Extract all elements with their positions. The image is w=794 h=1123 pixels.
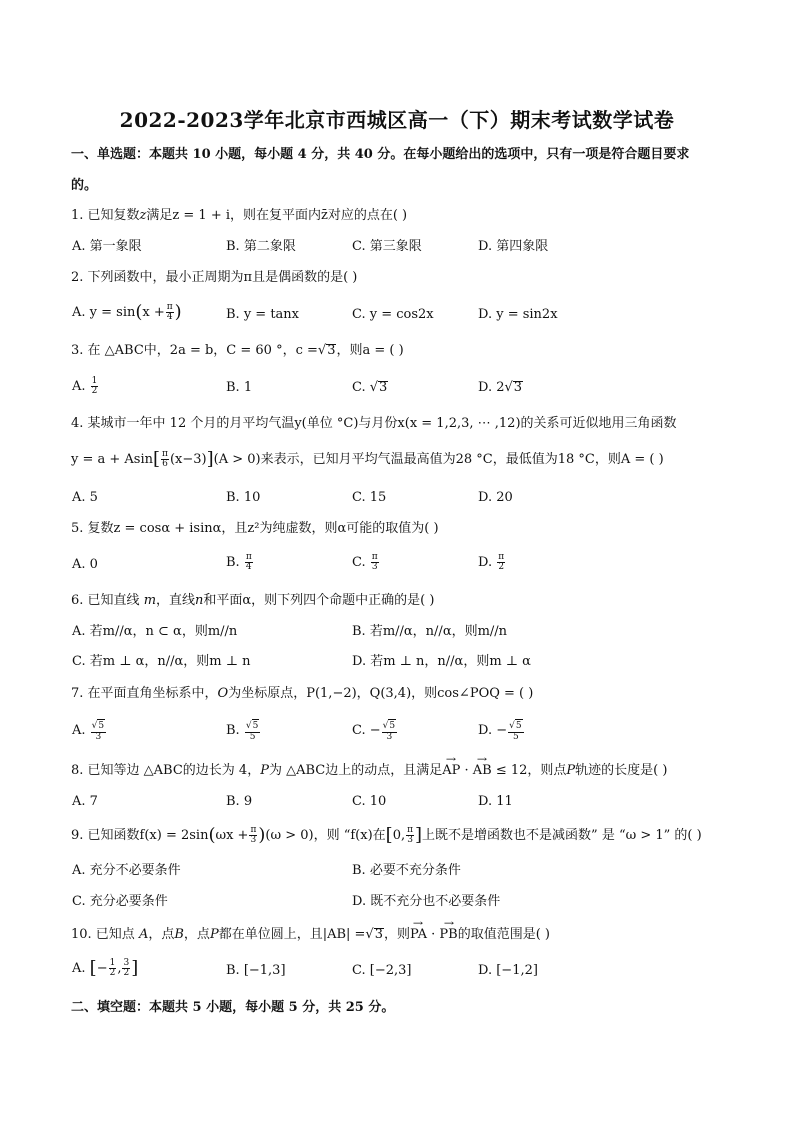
q4-option-d: D. 20: [478, 490, 513, 505]
question-8: 8. 已知等边 △ABC的边长为 4，P为 △ABC边上的动点，且满足→ AP · → AB ≤ 12，则点P轨迹的长度是( ): [71, 762, 667, 780]
question-5: 5. 复数z = cosα + isinα，且z²为纯虚数，则α可能的取值为( ): [71, 521, 439, 536]
section1-heading: 一、单选题：本题共 10 小题，每小题 4 分，共 40 分。在每小题给出的选项中，只有一项是符合题目要求: [71, 147, 690, 162]
q10-option-a: A. [− $\frac{1}{2}$ , $\frac{3}{2}$ ]: [72, 957, 139, 979]
question-10: 10. 已知点 A，点B，点P都在单位圆上，且|AB| =√3，则→ PA · → PB的取值范围是( ): [71, 926, 550, 944]
q10-option-b: B. [−1,3]: [226, 963, 286, 978]
question-4: 4. 某城市一年中 12 个月的月平均气温y(单位 °C)与月份x(x = 1,2,3, ⋯ ,12)的关系可近似地用三角函数: [71, 416, 677, 431]
q5-option-c: C. $\frac{\pi}{3}$: [352, 552, 378, 572]
q7-option-c: C. − $\frac{√5}{3}$: [352, 721, 396, 742]
q9-option-b: B. 必要不充分条件: [352, 863, 461, 878]
question-6: 6. 已知直线 m，直线n和平面α，则下列四个命题中正确的是( ): [71, 593, 435, 608]
q3-option-c: C. √3: [352, 380, 388, 395]
q5-option-a: A. 0: [72, 557, 98, 572]
q6-option-a: A. 若m//α，n ⊂ α，则m//n: [72, 624, 238, 639]
q1-option-b: B. 第二象限: [226, 239, 296, 254]
q6-option-b: B. 若m//α，n//α，则m//n: [352, 624, 508, 639]
q1-option-a: A. 第一象限: [72, 239, 142, 254]
question-1: 1. 已知复数z满足z = 1 + i，则在复平面内z̄对应的点在( ): [71, 208, 408, 223]
q8-option-a: A. 7: [72, 794, 98, 809]
section1-heading-cont: 的。: [71, 178, 98, 193]
q2-option-b: B. y = tanx: [226, 307, 299, 322]
q3-option-a: A. $\frac{1}{2}$: [72, 376, 98, 396]
q6-option-c: C. 若m ⊥ α，n//α，则m ⊥ n: [72, 654, 251, 669]
q3-option-b: B. 1: [226, 380, 253, 395]
q10-option-d: D. [−1,2]: [478, 963, 538, 978]
q2-option-d: D. y = sin2x: [478, 307, 558, 322]
q9-option-c: C. 充分必要条件: [72, 894, 168, 909]
question-4-formula: y = a + Asin[ $\frac{\pi}{6}$ (x−3)](A > 0)来表示，已知月平均气温最高值为28 °C，最低值为18 °C，则A = ( ): [71, 448, 664, 470]
q2-option-a: A. y = sin(x + $\frac{\pi}{4}$ ): [72, 301, 182, 323]
q1-option-c: C. 第三象限: [352, 239, 422, 254]
q4-option-b: B. 10: [226, 490, 261, 505]
q8-option-d: D. 11: [478, 794, 513, 809]
q1-option-d: D. 第四象限: [478, 239, 549, 254]
q5-option-d: D. $\frac{\pi}{2}$: [478, 552, 505, 572]
q7-option-b: B. $\frac{√5}{5}$: [226, 721, 259, 742]
q4-option-a: A. 5: [72, 490, 98, 505]
page-title: 2022-2023学年北京市西城区高一（下）期末考试数学试卷: [119, 108, 675, 132]
q6-option-d: D. 若m ⊥ n，n//α，则m ⊥ α: [352, 654, 531, 669]
q8-option-c: C. 10: [352, 794, 387, 809]
question-7: 7. 在平面直角坐标系中，O为坐标原点，P(1,−2)，Q(3,4)，则cos∠POQ = ( ): [71, 686, 534, 701]
q2-option-c: C. y = cos2x: [352, 307, 434, 322]
question-2: 2. 下列函数中，最小正周期为π且是偶函数的是( ): [71, 270, 358, 285]
q5-option-b: B. $\frac{\pi}{4}$: [226, 552, 252, 572]
q9-option-d: D. 既不充分也不必要条件: [352, 894, 501, 909]
section2-heading: 二、填空题：本题共 5 小题，每小题 5 分，共 25 分。: [71, 1000, 395, 1015]
q8-option-b: B. 9: [226, 794, 253, 809]
q4-option-c: C. 15: [352, 490, 387, 505]
q7-option-d: D. − $\frac{√5}{5}$: [478, 721, 522, 742]
q3-option-d: D. 2√3: [478, 380, 523, 395]
q10-option-c: C. [−2,3]: [352, 963, 412, 978]
q7-option-a: A. $\frac{√5}{3}$: [72, 721, 105, 742]
question-9: 9. 已知函数f(x) = 2sin(ωx + $\frac{\pi}{3}$ )(ω > 0)，则 “f(x)在[0, $\frac{\pi}{3}$ ]上既不是增函数也不是减函数” 是 “ω > 1” 的( ): [71, 824, 702, 846]
question-3: 3. 在 △ABC中，2a = b，C = 60 °，c =√3，则a = ( ): [71, 343, 404, 358]
q9-option-a: A. 充分不必要条件: [72, 863, 181, 878]
